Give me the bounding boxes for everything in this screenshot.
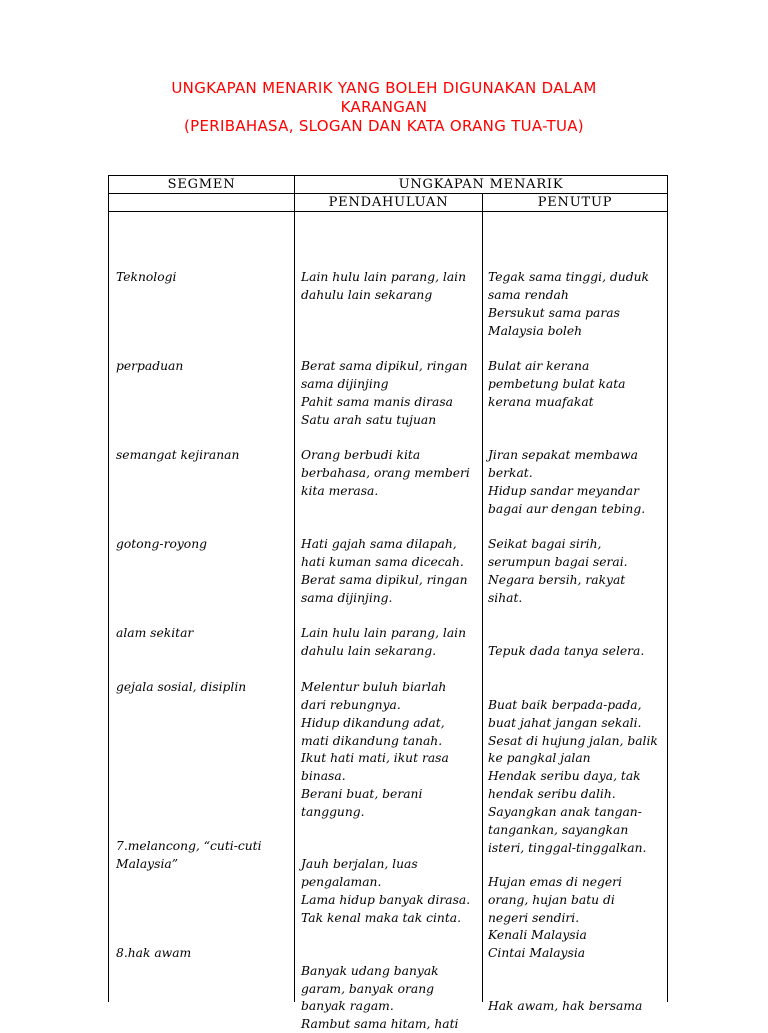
penutup-line: Sesat di hujung jalan, balik [488, 734, 658, 748]
penutup-line: ke pangkal jalan [488, 751, 591, 765]
pendahuluan-line: dahulu lain sekarang [301, 288, 433, 302]
penutup-line: tangankan, sayangkan [488, 823, 629, 837]
pendahuluan-line: Lain hulu lain parang, lain [301, 270, 467, 284]
pendahuluan-line: Hidup dikandung adat, [301, 716, 445, 730]
pendahuluan-line: Ikut hati mati, ikut rasa [301, 751, 449, 765]
header-empty-cell [109, 194, 295, 212]
pendahuluan-line: Melentur buluh biarlah [301, 680, 447, 694]
document-title [0, 79, 768, 136]
penutup-line: berkat. [488, 466, 533, 480]
pendahuluan-line: Banyak udang banyak [301, 964, 439, 978]
pendahuluan-line: Tak kenal maka tak cinta. [301, 911, 461, 925]
header-row-1 [109, 176, 668, 194]
penutup-line: Buat baik berpada-pada, [488, 698, 642, 712]
header-pendahuluan: PENDAHULUAN [295, 194, 483, 212]
penutup-line: Cintai Malaysia [488, 946, 586, 960]
penutup-line: sama rendah [488, 288, 569, 302]
penutup-line: Hidup sandar meyandar [488, 484, 639, 498]
penutup-line: orang, hujan batu di [488, 893, 615, 907]
penutup-line: Tegak sama tinggi, duduk [488, 270, 649, 284]
penutup-line: Hujan emas di negeri [488, 875, 622, 889]
penutup-line: bagai aur dengan tebing. [488, 502, 646, 516]
pendahuluan-line: Jauh berjalan, luas [301, 857, 418, 871]
penutup-line: Hendak seribu daya, tak [488, 769, 641, 783]
pendahuluan-line: Berani buat, berani [301, 787, 423, 801]
penutup-line: Malaysia boleh [488, 324, 583, 338]
pendahuluan-line: hati kuman sama dicecah. [301, 555, 464, 569]
penutup-line: Seikat bagai sirih, [488, 537, 602, 551]
header-row-2 [109, 194, 668, 212]
segmen-line: Malaysia” [116, 857, 178, 871]
pendahuluan-line: Berat sama dipikul, ringan [301, 573, 468, 587]
pendahuluan-line: Lain hulu lain parang, lain [301, 626, 467, 640]
segmen-column [109, 212, 295, 1003]
pendahuluan-column [295, 212, 483, 1031]
pendahuluan-line: sama dijinjing [301, 377, 389, 391]
penutup-line: Sayangkan anak tangan- [488, 805, 642, 819]
segmen-line: semangat kejiranan [116, 448, 240, 462]
penutup-line: sihat. [488, 591, 523, 605]
pendahuluan-line: mati dikandung tanah. [301, 734, 443, 748]
pendahuluan-line: kita merasa. [301, 484, 379, 498]
segmen-line: gejala sosial, disiplin [116, 680, 247, 694]
segmen-line: perpaduan [116, 359, 184, 373]
penutup-line: Hak awam, hak bersama [488, 999, 643, 1013]
penutup-line: Negara bersih, rakyat [488, 573, 626, 587]
pendahuluan-line: dahulu lain sekarang. [301, 644, 437, 658]
pendahuluan-line: Lama hidup banyak dirasa. [301, 893, 471, 907]
segmen-line: gotong-royong [116, 537, 207, 551]
title-line-1: UNGKAPAN MENARIK YANG BOLEH DIGUNAKAN DALAM [171, 79, 597, 97]
pendahuluan-line: Hati gajah sama dilapah, [301, 537, 457, 551]
pendahuluan-line: banyak ragam. [301, 999, 394, 1013]
pendahuluan-line: Pahit sama manis dirasa [301, 395, 454, 409]
expressions-table [108, 175, 668, 1031]
pendahuluan-line: Berat sama dipikul, ringan [301, 359, 468, 373]
pendahuluan-line: berbahasa, orang memberi [301, 466, 470, 480]
penutup-line: buat jahat jangan sekali. [488, 716, 642, 730]
penutup-line: Jiran sepakat membawa [488, 448, 638, 462]
pendahuluan-line: Satu arah satu tujuan [301, 413, 437, 427]
penutup-line: Kenali Malaysia [488, 928, 587, 942]
penutup-line: Bulat air kerana [488, 359, 590, 373]
penutup-line: pembetung bulat kata [488, 377, 626, 391]
segmen-line: Teknologi [116, 270, 177, 284]
header-ungkapan-menarik: UNGKAPAN MENARIK [295, 176, 668, 194]
title-line-3: (PERIBAHASA, SLOGAN DAN KATA ORANG TUA-TUA) [184, 117, 584, 135]
pendahuluan-line: pengalaman. [301, 875, 382, 889]
header-segmen: SEGMEN [109, 176, 295, 194]
penutup-line: isteri, tinggal-tinggalkan. [488, 841, 647, 855]
header-penutup: PENUTUP [483, 194, 668, 212]
penutup-line: Bersukut sama paras [488, 306, 620, 320]
pendahuluan-line: binasa. [301, 769, 346, 783]
pendahuluan-line: garam, banyak orang [301, 982, 435, 996]
pendahuluan-line: tanggung. [301, 805, 365, 819]
segmen-line: 8.hak awam [116, 946, 192, 960]
pendahuluan-line: sama dijinjing. [301, 591, 393, 605]
table-body-row [109, 212, 668, 1003]
penutup-line: kerana muafakat [488, 395, 594, 409]
penutup-line: serumpun bagai serai. [488, 555, 628, 569]
pendahuluan-line: Rambut sama hitam, hati [301, 1017, 459, 1031]
pendahuluan-line: Orang berbudi kita [301, 448, 421, 462]
penutup-line: Tepuk dada tanya selera. [488, 644, 645, 658]
pendahuluan-line: dari rebungnya. [301, 698, 401, 712]
penutup-line: negeri sendiri. [488, 911, 580, 925]
segmen-line: alam sekitar [116, 626, 194, 640]
penutup-column [483, 212, 668, 1013]
penutup-line: hendak seribu dalih. [488, 787, 616, 801]
segmen-line: 7.melancong, “cuti-cuti [116, 839, 262, 853]
title-line-2: KARANGAN [340, 98, 428, 116]
